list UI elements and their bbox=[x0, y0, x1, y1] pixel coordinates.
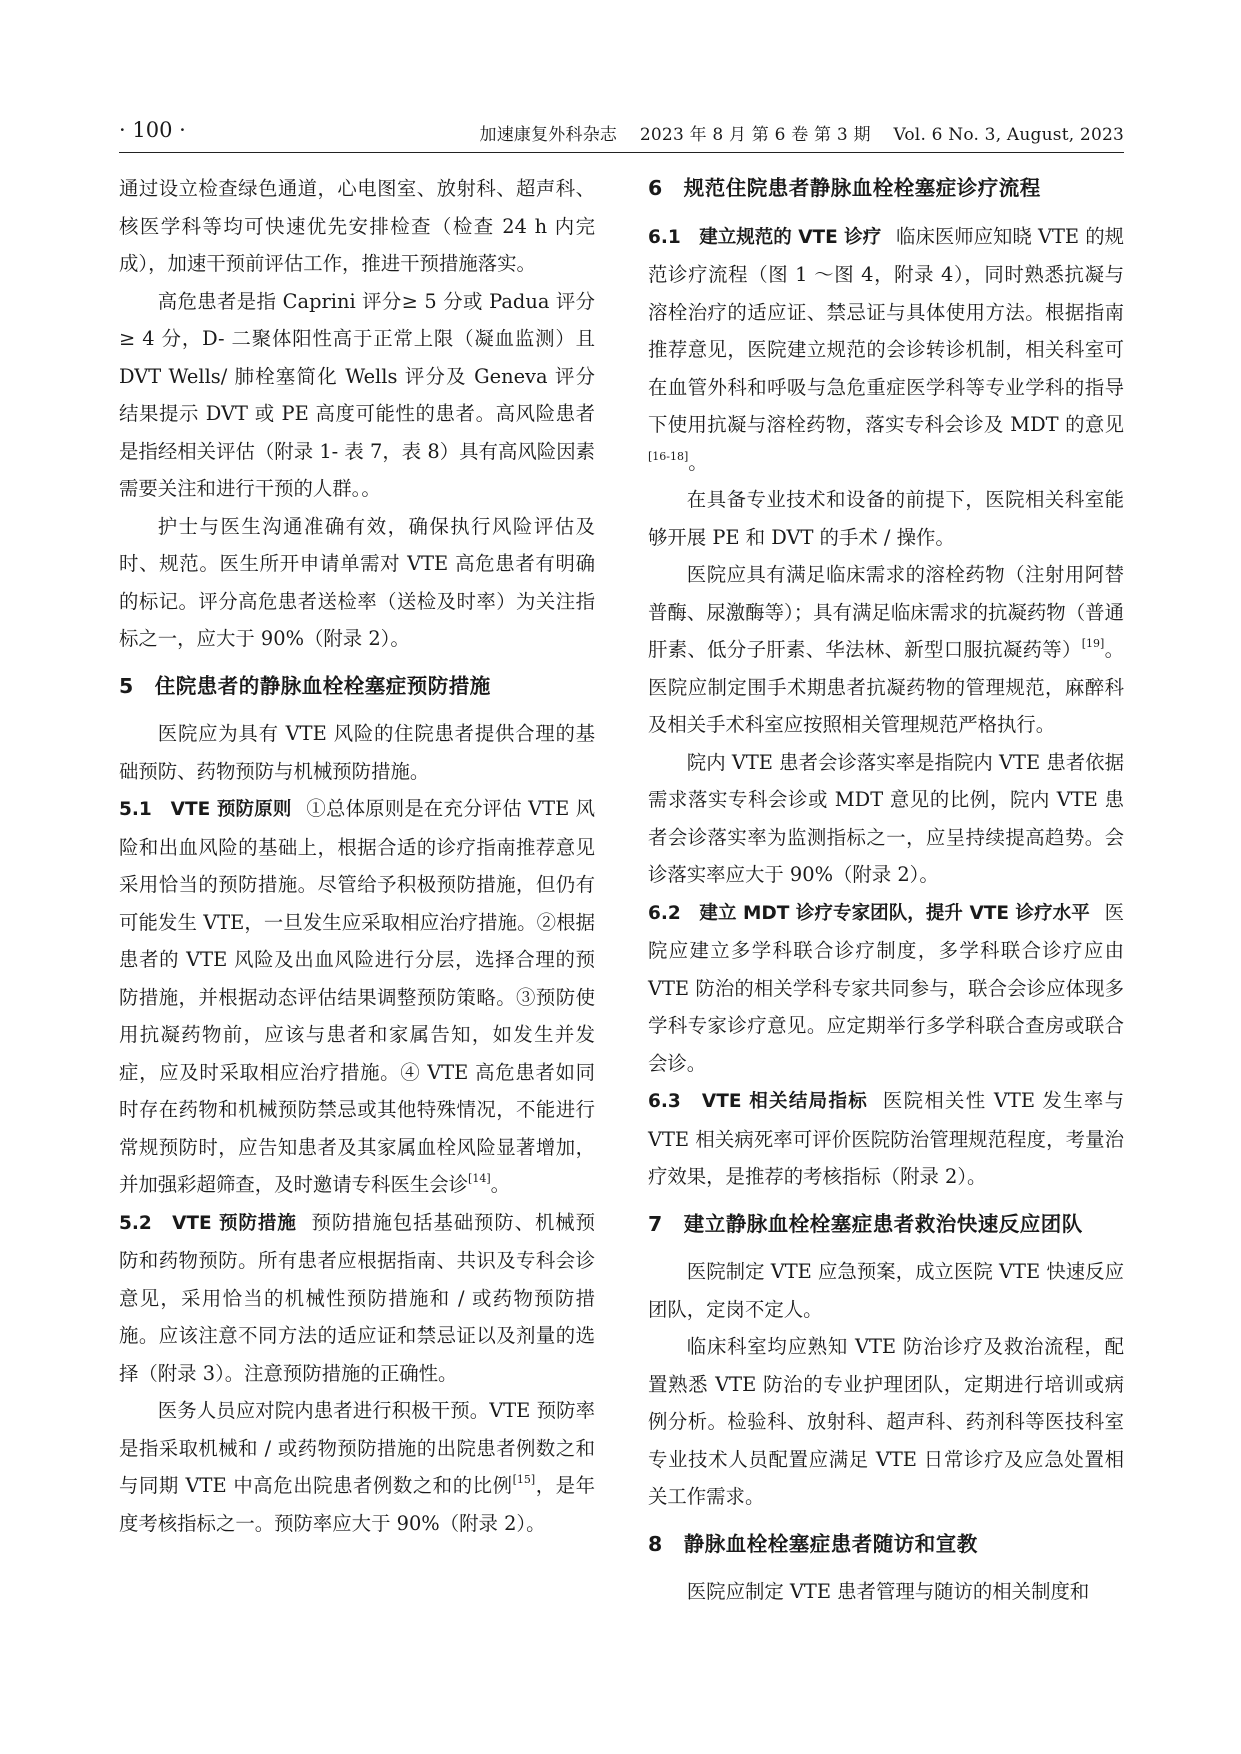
subsection-5-2: 5.2 VTE 预防措施 预防措施包括基础预防、机械预防和药物预防。所有患者应根据指南、共识及专科会诊意见，采用恰当的机械性预防措施和 / 或药物预防措施。应该注意不同方法的适应证和禁忌证以及剂量的选择（附录 3）。注意预防措施的正确性。 bbox=[119, 1210, 595, 1385]
paragraph: 医务人员应对院内患者进行积极干预。VTE 预防率是指采取机械和 / 或药物预防措施的出院患者例数之和与同期 VTE 中高危出院患者例数之和的比例[15]，是年度考核指标之一。预防率应大于 90%（附录 2）。 bbox=[119, 1399, 596, 1535]
left-column bbox=[119, 170, 595, 1542]
page-number: · 100 · bbox=[119, 118, 186, 142]
subsection-title: 5.1 VTE 预防原则 bbox=[119, 799, 292, 820]
paragraph: 临床科室均应熟知 VTE 防治诊疗及救治流程，配置熟悉 VTE 防治的专业护理团队，定期进行培训或病例分析。检验科、放射科、超声科、药剂科等医技科室专业技术人员配置应满足 VTE 日常诊疗及应急处置相关工作需求。 bbox=[648, 1335, 1124, 1508]
running-header bbox=[119, 112, 1124, 153]
paragraph: 院内 VTE 患者会诊落实率是指院内 VTE 患者依据需求落实专科会诊或 MDT 意见的比例，院内 VTE 患者会诊落实率为监测指标之一，应呈持续提高趋势。会诊落实率应大于 90%（附录 2）。 bbox=[648, 750, 1124, 886]
paragraph: 医院应制定 VTE 患者管理与随访的相关制度和 bbox=[686, 1580, 1090, 1603]
citation: [15] bbox=[512, 1473, 536, 1486]
citation: [14] bbox=[468, 1172, 491, 1185]
section-heading-8: 8 静脉血栓栓塞症患者随访和宣教 bbox=[648, 1531, 978, 1556]
subsection-6-1: 6.1 建立规范的 VTE 诊疗 临床医师应知晓 VTE 的规范诊疗流程（图 1 ～图 4，附录 4），同时熟悉抗凝与溶栓治疗的适应证、禁忌证与具体使用方法。根据指南推荐意见，医院建立规范的会诊转诊机制，相关科室可在血管外科和呼吸与急危重症医学科等专业学科的指导下使用抗凝与溶栓药物，落实专科会诊及 MDT 的意见[16-18]。 bbox=[648, 224, 1124, 474]
subsection-title: 6.1 建立规范的 VTE 诊疗 bbox=[648, 226, 882, 248]
subsection-5-1: 5.1 VTE 预防原则 ①总体原则是在充分评估 VTE 风险和出血风险的基础上，根据合适的诊疗指南推荐意见采用恰当的预防措施。尽管给予积极预防措施，但仍有可能发生 VTE，一旦发生应采取相应治疗措施。②根据患者的 VTE 风险及出血风险进行分层，选择合理的预防措施，并根据动态评估结果调整预防策略。③预防使用抗凝药物前，应该与患者和家属告知，如发生并发症，应及时采取相应治疗措施。④ VTE 高危患者如同时存在药物和机械预防禁忌或其他特殊情况，不能进行常规预防时，应告知患者及其家属血栓风险显著增加，并加强彩超筛查，及时邀请专科医生会诊[14]。 bbox=[119, 797, 595, 1196]
subsection-6-2: 6.2 建立 MDT 诊疗专家团队，提升 VTE 诊疗水平 医院应建立多学科联合诊疗制度，多学科联合诊疗应由 VTE 防治的相关学科专家共同参与，联合会诊应体现多学科专家诊疗意见。应定期举行多学科联合查房或联合会诊。 bbox=[648, 900, 1124, 1075]
subsection-title: 5.2 VTE 预防措施 bbox=[119, 1212, 297, 1234]
subsection-title: 6.3 VTE 相关结局指标 bbox=[648, 1091, 869, 1112]
subsection-6-3: 6.3 VTE 相关结局指标 医院相关性 VTE 发生率与 VTE 相关病死率可评价医院防治管理规范程度，考量治疗效果，是推荐的考核指标（附录 2）。 bbox=[648, 1089, 1124, 1188]
section-heading-5: 5 住院患者的静脉血栓栓塞症预防措施 bbox=[119, 673, 491, 698]
paragraph: 医院应具有满足临床需求的溶栓药物（注射用阿替普酶、尿激酶等）；具有满足临床需求的抗凝药物（普通肝素、低分子肝素、华法林、新型口服抗凝药等）[19]。医院应制定围手术期患者抗凝药物的管理规范，麻醉科及相关手术科室应按照相关管理规范严格执行。 bbox=[648, 563, 1125, 736]
paragraph: 高危患者是指 Caprini 评分≥ 5 分或 Padua 评分≥ 4 分，D- 二聚体阳性高于正常上限（凝血监测）且 DVT Wells/ 肺栓塞简化 Wells 评分及 Geneva 评分结果提示 DVT 或 PE 高度可能性的患者。高风险患者是指经相关评估（附录 1- 表 7，表 8）具有高风险因素需要关注和进行干预的人群。。 bbox=[119, 289, 595, 500]
citation: [16-18] bbox=[648, 449, 689, 463]
section-heading-7: 7 建立静脉血栓栓塞症患者救治快速反应团队 bbox=[648, 1211, 1083, 1236]
subsection-title: 6.2 建立 MDT 诊疗专家团队，提升 VTE 诊疗水平 bbox=[648, 902, 1090, 924]
journal-info: 加速康复外科杂志 2023 年 8 月 第 6 卷 第 3 期 Vol. 6 No. 3, August, 2023 bbox=[479, 125, 1124, 145]
citation: [19] bbox=[1081, 637, 1105, 650]
paragraph: 通过设立检查绿色通道，心电图室、放射科、超声科、核医学科等均可快速优先安排检查（检查 24 h 内完成），加速干预前评估工作，推进干预措施落实。 bbox=[119, 177, 595, 275]
paragraph: 护士与医生沟通准确有效，确保执行风险评估及时、规范。医生所开申请单需对 VTE 高危患者有明确的标记。评分高危患者送检率（送检及时率）为关注指标之一，应大于 90%（附录 2）。 bbox=[119, 514, 595, 650]
right-column bbox=[648, 170, 1124, 1611]
paragraph: 在具备专业技术和设备的前提下，医院相关科室能够开展 PE 和 DVT 的手术 / 操作。 bbox=[648, 488, 1124, 549]
paragraph: 医院应为具有 VTE 风险的住院患者提供合理的基础预防、药物预防与机械预防措施。 bbox=[119, 722, 595, 783]
section-heading-6: 6 规范住院患者静脉血栓栓塞症诊疗流程 bbox=[648, 176, 1041, 200]
paragraph: 医院制定 VTE 应急预案，成立医院 VTE 快速反应团队，定岗不定人。 bbox=[648, 1260, 1124, 1321]
